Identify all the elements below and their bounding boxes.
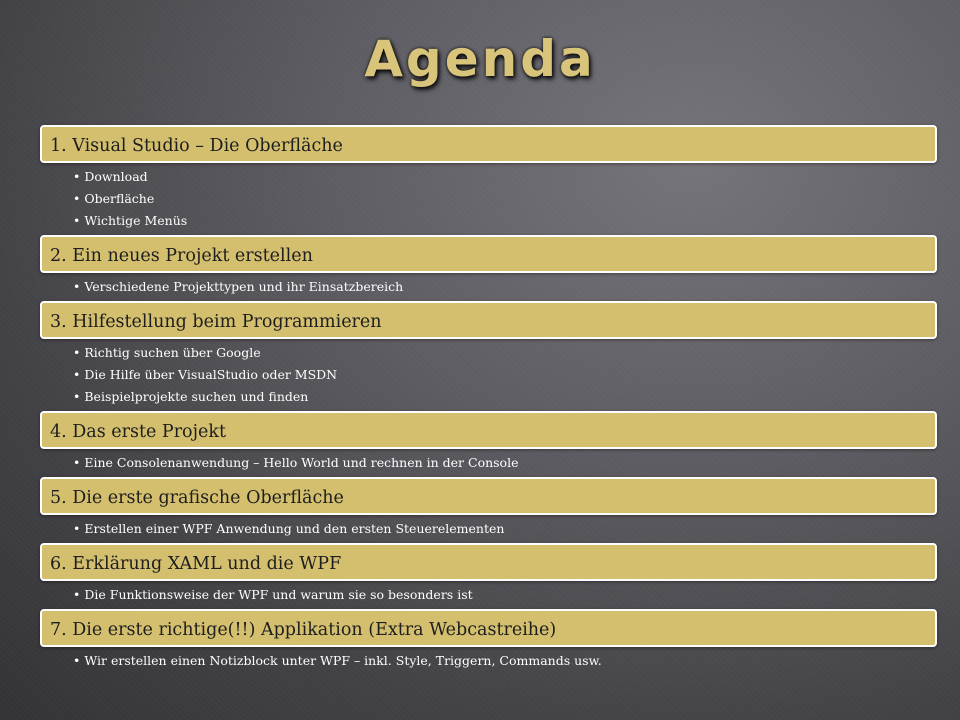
bullet-item: • Eine Consolenanwendung – Hello World und rechnen in der Console bbox=[73, 452, 937, 474]
agenda-section-6 bbox=[40, 543, 937, 609]
section-header: 1. Visual Studio – Die Oberfläche bbox=[40, 125, 937, 163]
bullet-item: • Die Hilfe über VisualStudio oder MSDN bbox=[73, 364, 937, 386]
section-header: 4. Das erste Projekt bbox=[40, 411, 937, 449]
bullet-item: • Die Funktionsweise der WPF und warum sie so besonders ist bbox=[73, 584, 937, 606]
section-bullets bbox=[40, 515, 937, 543]
bullet-item: • Beispielprojekte suchen und finden bbox=[73, 386, 937, 408]
bullet-item: • Erstellen einer WPF Anwendung und den ersten Steuerelementen bbox=[73, 518, 937, 540]
section-header: 3. Hilfestellung beim Programmieren bbox=[40, 301, 937, 339]
agenda-section-3 bbox=[40, 301, 937, 411]
section-header: 2. Ein neues Projekt erstellen bbox=[40, 235, 937, 273]
section-bullets bbox=[40, 449, 937, 477]
bullet-item: • Verschiedene Projekttypen und ihr Einsatzbereich bbox=[73, 276, 937, 298]
section-header: 6. Erklärung XAML und die WPF bbox=[40, 543, 937, 581]
agenda-section-1 bbox=[40, 125, 937, 235]
section-header: 5. Die erste grafische Oberfläche bbox=[40, 477, 937, 515]
slide-title-text: Agenda bbox=[364, 30, 596, 88]
section-bullets bbox=[40, 647, 937, 675]
agenda-list bbox=[40, 125, 937, 675]
section-bullets bbox=[40, 163, 937, 235]
section-bullets bbox=[40, 273, 937, 301]
section-bullets bbox=[40, 581, 937, 609]
bullet-item: • Oberfläche bbox=[73, 188, 937, 210]
bullet-item: • Wir erstellen einen Notizblock unter WPF – inkl. Style, Triggern, Commands usw. bbox=[73, 650, 937, 672]
agenda-section-4 bbox=[40, 411, 937, 477]
agenda-section-2 bbox=[40, 235, 937, 301]
section-header: 7. Die erste richtige(!!) Applikation (Extra Webcastreihe) bbox=[40, 609, 937, 647]
section-bullets bbox=[40, 339, 937, 411]
agenda-section-5 bbox=[40, 477, 937, 543]
bullet-item: • Wichtige Menüs bbox=[73, 210, 937, 232]
slide-title bbox=[0, 30, 960, 88]
bullet-item: • Richtig suchen über Google bbox=[73, 342, 937, 364]
agenda-section-7 bbox=[40, 609, 937, 675]
bullet-item: • Download bbox=[73, 166, 937, 188]
